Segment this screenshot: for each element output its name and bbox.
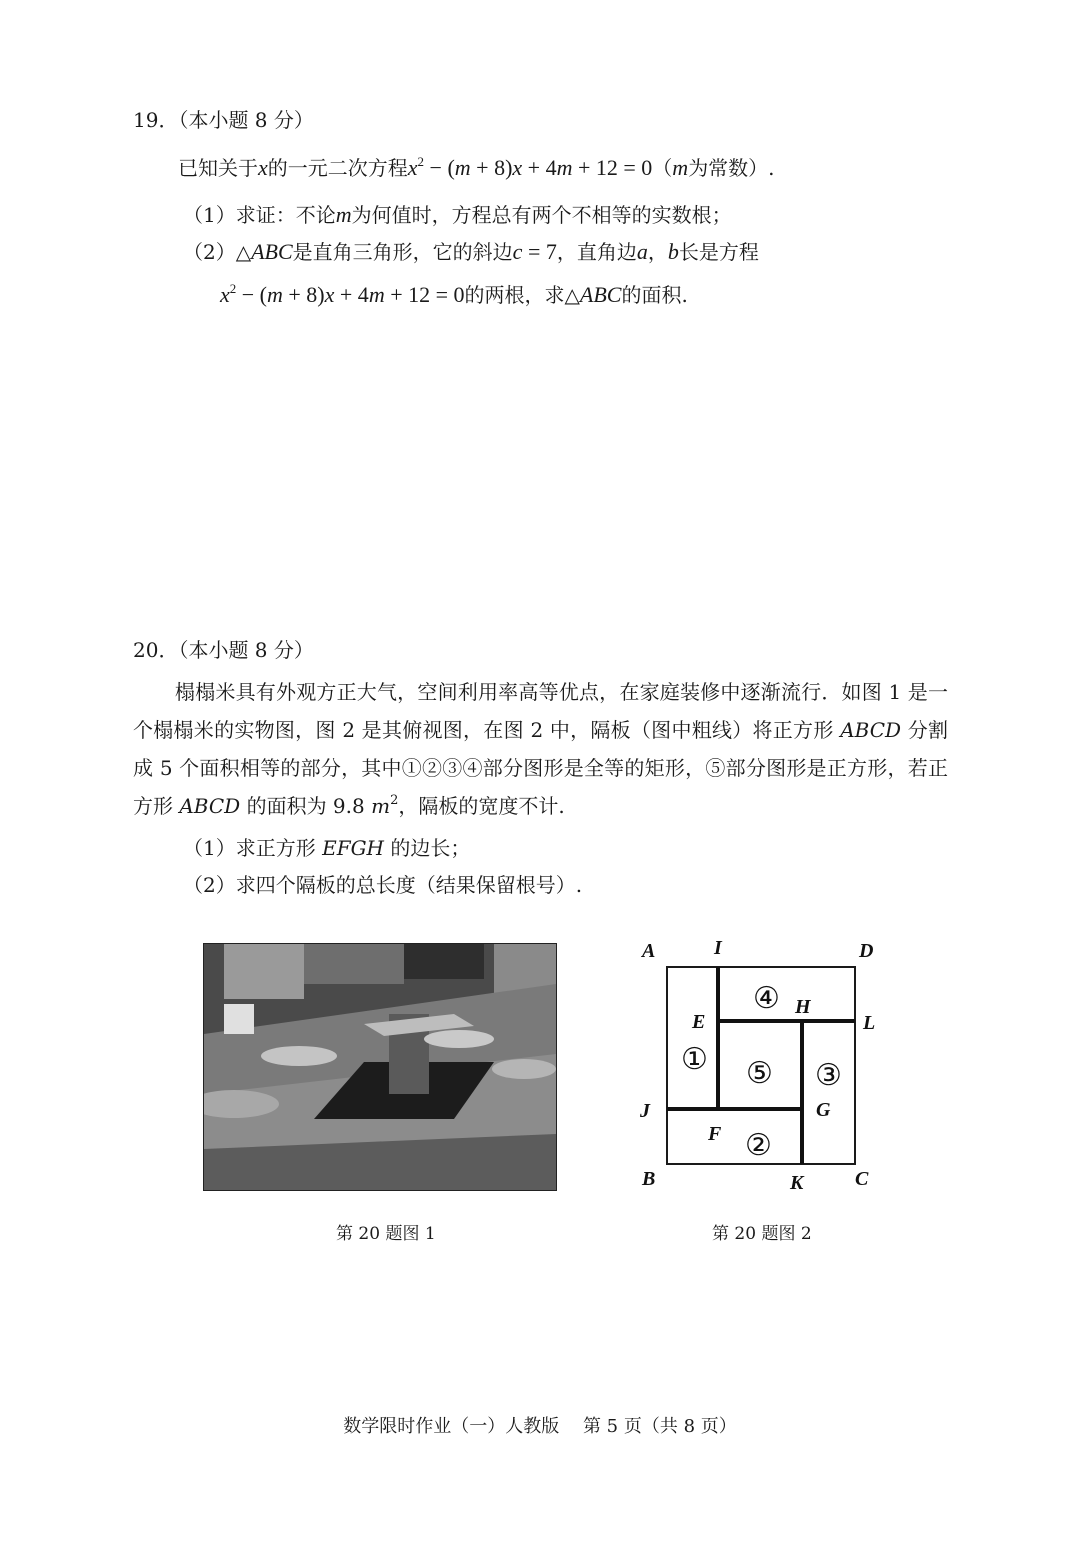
tatami-photo [203, 943, 557, 1191]
label-g: G [816, 1099, 831, 1121]
q19-part2-equation: $x^2 - (m + 8)x + 4m + 12 = 0$的两根，求△ABC的面积. [220, 281, 688, 307]
label-j: J [640, 1100, 650, 1122]
label-c: C [855, 1168, 869, 1190]
q19-part2: （2）△ABC是直角三角形，它的斜边c = 7，直角边a，b长是方程 [183, 239, 759, 264]
label-b: B [642, 1168, 656, 1190]
region-4: ④ [753, 982, 780, 1015]
label-i: I [714, 937, 722, 959]
figure2-diagram [630, 925, 890, 1209]
q20-part1: （1）求正方形 EFGH 的边长； [183, 836, 471, 860]
q19-intro: 已知关于x的一元二次方程$x^2 - (m + 8)x + 4m + 12 = 0(m$为常数）. [178, 154, 775, 180]
label-e: E [692, 1011, 706, 1033]
q19-header: 19．（本小题 8 分） [133, 108, 314, 132]
region-2: ② [745, 1129, 772, 1162]
q20-paragraph: 榻榻米具有外观方正大气，空间利用率高等优点，在家庭装修中逐渐流行．如图 1 是一个榻榻米的实物图，图 2 是其俯视图，在图 2 中，隔板（图中粗线）将正方形 ABCD 分割成 5 个面积相等的部分，其中①②③④部分图形是全等的矩形，⑤部分图形是正方形，若正方形 ABCD 的面积为 9.8 $m^2$，隔板的宽度不计. [133, 680, 948, 818]
label-k: K [790, 1172, 804, 1194]
region-1: ① [681, 1043, 708, 1076]
label-l: L [863, 1012, 876, 1034]
figure1-caption: 第 20 题图 1 [336, 1224, 436, 1244]
label-a: A [642, 940, 656, 962]
tatami-photo-drawing [204, 944, 556, 1190]
q19-part1: （1）求证：不论m为何值时，方程总有两个不相等的实数根； [183, 202, 732, 227]
label-d: D [859, 940, 874, 962]
label-f: F [708, 1123, 722, 1145]
figure2-caption: 第 20 题图 2 [712, 1224, 812, 1244]
label-h: H [795, 996, 811, 1018]
region-5: ⑤ [746, 1057, 773, 1090]
q20-part2: （2）求四个隔板的总长度（结果保留根号）. [183, 873, 583, 897]
q20-header: 20．（本小题 8 分） [133, 638, 314, 662]
page-footer: 数学限时作业（一）人教版 第 5 页（共 8 页） [343, 1416, 737, 1437]
region-3: ③ [815, 1059, 842, 1092]
